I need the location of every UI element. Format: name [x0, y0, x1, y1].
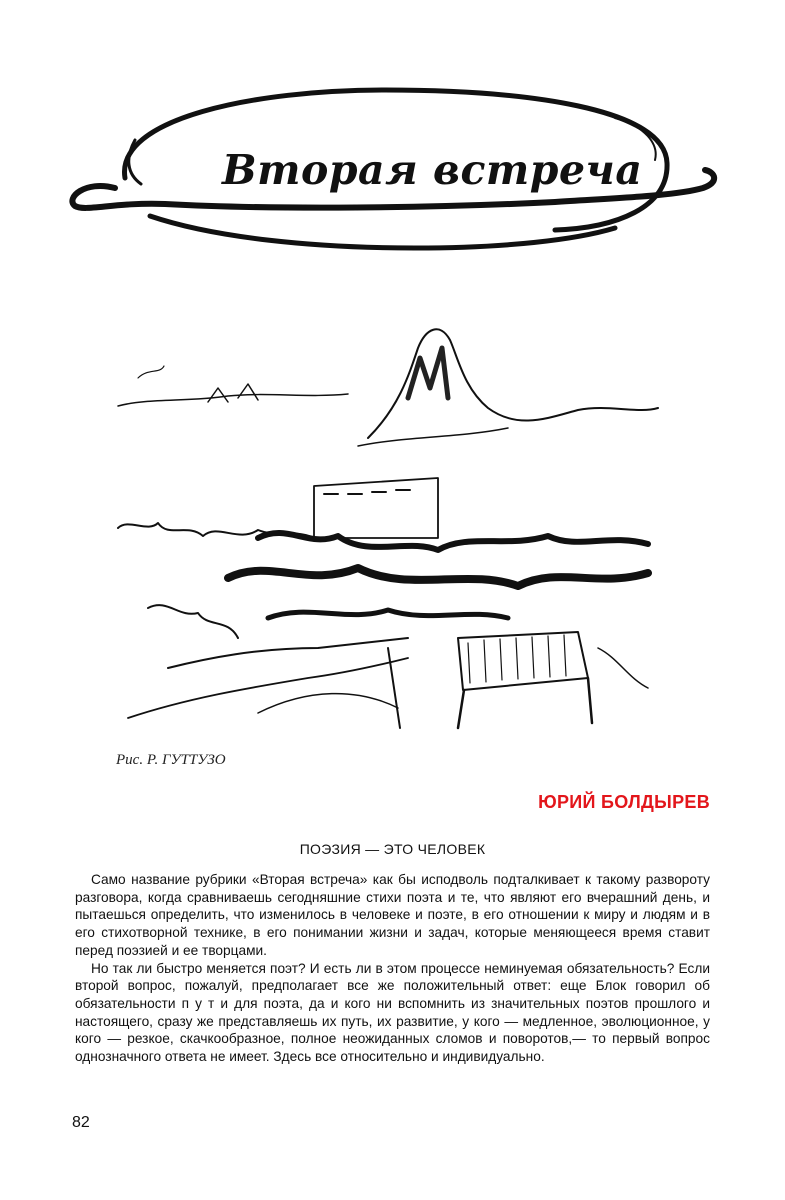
- paragraph: Само название рубрики «Вторая встреча» как бы исподволь подталкивает к такому развороту разговора, когда сравниваешь сегодняшние стихи поэта и те, что являют его вчерашний день, и пытаешься определить, что изменилось в человеке и поэте, в его отношении к миру и людям и в его стихотворной технике, в его понимании жизни и задач, которые меняющееся время ставит перед поэзией и ее творцами.: [75, 872, 710, 958]
- landscape-illustration: [108, 318, 668, 738]
- article-body: [75, 871, 710, 1066]
- paragraph: Но так ли быстро меняется поэт? И есть ли в этом процессе неминуемая обязательность? Если второй вопрос, пожалуй, предполагает все же положительный ответ: еще Блок говорил об обязательности п у т и для поэта, да и кого ни вспомнить из значительных поэтов прошлого и настоящего, сразу же представляешь их путь, их развитие, у кого — медленное, эволюционное, у кого — резкое, скачкообразное, полное неожиданных сломов и поворотов,— то первый вопрос однозначного ответа не имеет. Здесь все относительно и индивидуально.: [75, 960, 710, 1065]
- article-title: ПОЭЗИЯ — ЭТО ЧЕЛОВЕК: [299, 841, 486, 857]
- illustration-caption: Рис. Р. ГУТТУЗО: [116, 752, 226, 768]
- author-name: ЮРИЙ БОЛДЫРЕВ: [538, 792, 710, 812]
- rubric-title: Вторая встреча: [222, 146, 643, 194]
- page-number: 82: [72, 1114, 90, 1131]
